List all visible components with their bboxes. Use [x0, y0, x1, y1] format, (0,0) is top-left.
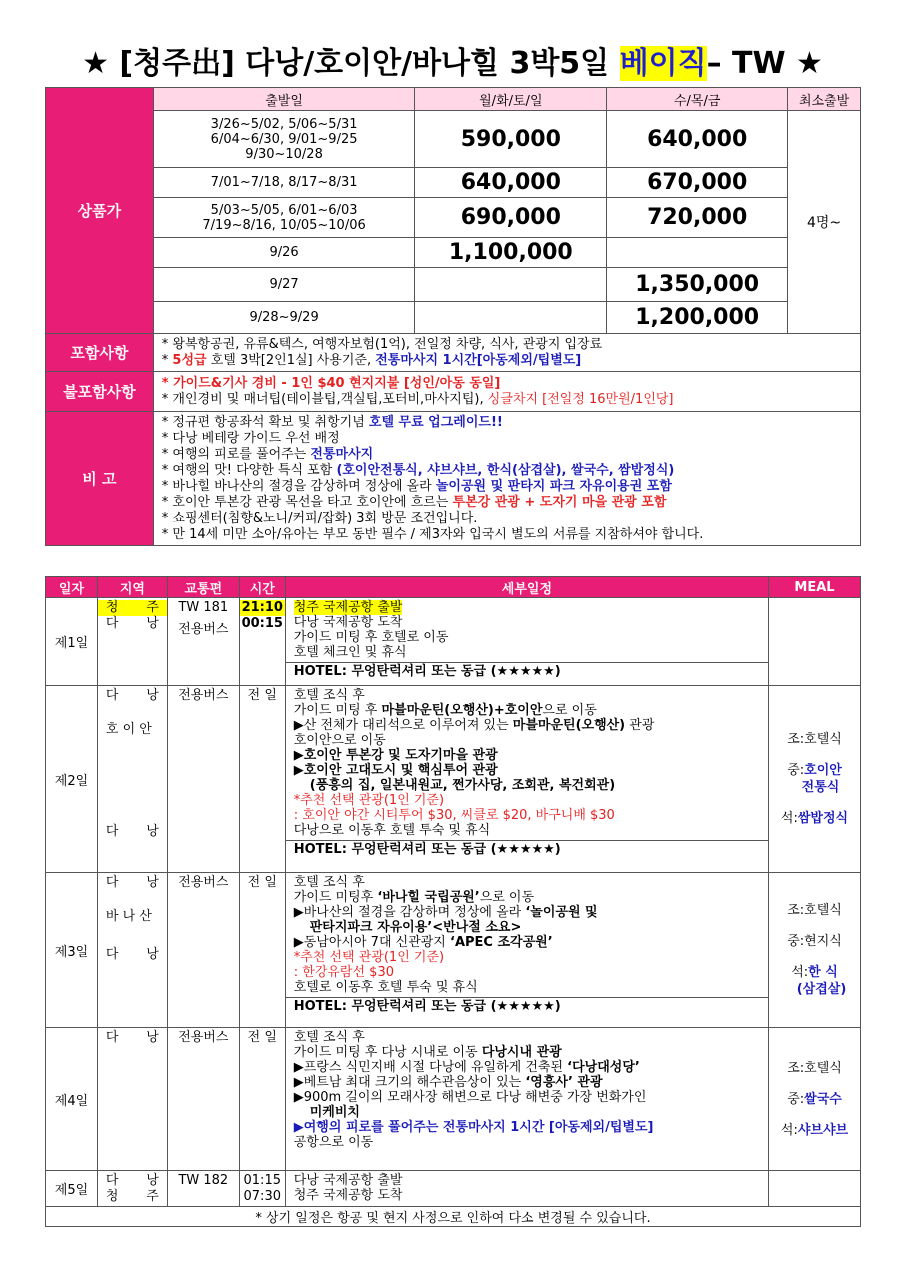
dates-cell: 5/03~5/05, 6/01~6/03 7/19~8/16, 10/05~10/06	[153, 198, 415, 238]
meal-cell: 조:호텔식 중:쌀국수 석:샤브샤브	[769, 1028, 861, 1171]
col-weekday-a: 월/화/토/일	[415, 88, 607, 111]
col-detail: 세부일정	[285, 577, 768, 598]
transport-cell: TW 182	[167, 1171, 239, 1207]
transport-cell: 전용버스	[167, 873, 239, 1028]
dates-cell: 7/01~7/18, 8/17~8/31	[153, 168, 415, 198]
min-departure: 4명~	[788, 111, 861, 334]
col-transport: 교통편	[167, 577, 239, 598]
col-departure: 출발일	[153, 88, 415, 111]
col-region: 지역	[97, 577, 167, 598]
day-label: 제4일	[46, 1028, 98, 1171]
price-a	[415, 302, 607, 334]
included-label: 포함사항	[46, 334, 154, 372]
day-label: 제2일	[46, 686, 98, 873]
region-cell: 다 낭 호 이 안 다 낭	[97, 686, 167, 873]
transport-cell: TW 181 전용버스	[167, 598, 239, 686]
included-text: * 왕복항공권, 유류&텍스, 여행자보험(1억), 전일정 차량, 식사, 관광지 입장료 * 5성급 호텔 3박[2인1실] 사용기준, 전통마사지 1시간[아동제외/팁별도]	[153, 334, 860, 372]
footer-note: * 상기 일정은 항공 및 현지 사정으로 인하여 다소 변경될 수 있습니다.	[46, 1207, 861, 1227]
dates-cell: 3/26~5/02, 5/06~5/31 6/04~6/30, 9/01~9/25 9/30~10/28	[153, 111, 415, 168]
col-weekday-b: 수/목/금	[607, 88, 788, 111]
price-a: 640,000	[415, 168, 607, 198]
time-cell: 01:15 07:30	[239, 1171, 285, 1207]
detail-cell: 다낭 국제공항 출발 청주 국제공항 도착	[285, 1171, 768, 1207]
title-highlight: 베이직	[619, 46, 707, 81]
remarks-text: * 정규편 항공좌석 확보 및 취항기념 호텔 무료 업그레이드!! * 다낭 베테랑 가이드 우선 배정 * 여행의 피로를 풀어주는 전통마사지 * 여행의 맛! 다양한 특식 포함 (호이안전통식, 샤브샤브, 한식(삼겹살), 쌀국수, 쌈밥정식) * 바나힐 바나산의 절경을 감상하며 정상에 올라 놀이공원 및 판타지 파크 자유이용권 포함 * 호이안 투본강 관광 목선을 타고 호이안에 흐르는 투본강 관광 + 도자기 마을 관광 포함 * 쇼핑센터(침향&노니/커피/잡화) 3회 방문 조건입니다. * 만 14세 미만 소아/유아는 부모 동반 필수 / 제3자와 입국시 별도의 서류를 지참하셔야 합니다.	[153, 412, 860, 546]
price-b: 720,000	[607, 198, 788, 238]
meal-cell	[769, 598, 861, 686]
price-a	[415, 268, 607, 302]
time-cell: 전 일	[239, 873, 285, 1028]
dates-cell: 9/28~9/29	[153, 302, 415, 334]
col-meal: MEAL	[769, 577, 861, 598]
time-cell: 21:10 00:15	[239, 598, 285, 686]
transport-cell: 전용버스	[167, 1028, 239, 1171]
region-cell: 다 낭	[97, 1028, 167, 1171]
price-table	[45, 87, 861, 546]
detail-cell: 호텔 조식 후 가이드 미팅 후 마블마운틴(오행산)+호이안으로 이동 ▶산 전체가 대리석으로 이루어져 있는 마블마운틴(오행산) 관광 호이안으로 이동 ▶호이안 투본강 및 도자기마을 관광 ▶호이안 고대도시 및 핵심투어 관광 (풍흥의 집, 일본내원교, 쩐가사당, 조회관, 복건회관) *추천 선택 관광(1인 기준) : 호이안 야간 시티투어 $30, 씨클로 $20, 바구니배 $30 다낭으로 이동후 호텔 투숙 및 휴식 HOTEL: 무엉탄럭셔리 또는 동급 (★★★★★)	[285, 686, 768, 873]
hotel-line: HOTEL: 무엉탄럭셔리 또는 동급 (★★★★★)	[286, 997, 768, 1015]
price-a: 1,100,000	[415, 238, 607, 268]
meal-cell	[769, 1171, 861, 1207]
col-day: 일자	[46, 577, 98, 598]
time-cell: 전 일	[239, 686, 285, 873]
price-a: 690,000	[415, 198, 607, 238]
excluded-label: 불포함사항	[46, 372, 154, 412]
region-cell: 청 주 다 낭	[97, 598, 167, 686]
page-title: ★ [청주出] 다낭/호이안/바나힐 3박5일 베이직– TW ★	[82, 46, 823, 81]
remarks-label: 비 고	[46, 412, 154, 546]
price-a: 590,000	[415, 111, 607, 168]
day-label: 제1일	[46, 598, 98, 686]
col-time: 시간	[239, 577, 285, 598]
excluded-text: * 가이드&기사 경비 - 1인 $40 현지지불 [성인/아동 동일] * 개인경비 및 매너팁(테이블팁,객실팁,포터비,마사지팁), 싱글차지 [전일정 16만원/1인당]	[153, 372, 860, 412]
dates-cell: 9/27	[153, 268, 415, 302]
price-b: 1,350,000	[607, 268, 788, 302]
day-label: 제3일	[46, 873, 98, 1028]
price-b: 640,000	[607, 111, 788, 168]
meal-cell: 조:호텔식 중:호이안 전통식 석:쌈밥정식	[769, 686, 861, 873]
price-label: 상품가	[46, 88, 154, 334]
detail-cell: 호텔 조식 후 가이드 미팅 후 다낭 시내로 이동 다낭시내 관광 ▶프랑스 식민지배 시절 다낭에 유일하게 건축된 ‘다낭대성당’ ▶베트남 최대 크기의 해수관음상이 있는 ‘영흥사’ 관광 ▶900m 길이의 모래사장 해변으로 다낭 해변중 가장 번화가인 미케비치 ▶여행의 피로를 풀어주는 전통마사지 1시간 [아동제외/팁별도] 공항으로 이동	[285, 1028, 768, 1171]
dates-cell: 9/26	[153, 238, 415, 268]
region-cell: 다 낭 청 주	[97, 1171, 167, 1207]
price-b: 1,200,000	[607, 302, 788, 334]
meal-cell: 조:호텔식 중:현지식 석:한 식 (삼겹살)	[769, 873, 861, 1028]
hotel-line: HOTEL: 무엉탄럭셔리 또는 동급 (★★★★★)	[286, 840, 768, 858]
detail-cell: 호텔 조식 후 가이드 미팅후 ‘바나힐 국립공원’으로 이동 ▶바나산의 절경을 감상하며 정상에 올라 ‘놀이공원 및 판타지파크 자유이용’<반나절 소요> ▶동남아시아 7대 신관광지 ‘APEC 조각공원’ *추천 선택 관광(1인 기준) : 한강유람선 $30 호텔로 이동후 호텔 투숙 및 휴식 HOTEL: 무엉탄럭셔리 또는 동급 (★★★★★)	[285, 873, 768, 1028]
transport-cell: 전용버스	[167, 686, 239, 873]
time-cell: 전 일	[239, 1028, 285, 1171]
price-b	[607, 238, 788, 268]
col-min-departure: 최소출발	[788, 88, 861, 111]
price-b: 670,000	[607, 168, 788, 198]
day-label: 제5일	[46, 1171, 98, 1207]
detail-cell: 청주 국제공항 출발 다낭 국제공항 도착 가이드 미팅 후 호텔로 이동 호텔 체크인 및 휴식 HOTEL: 무엉탄럭셔리 또는 동급 (★★★★★)	[285, 598, 768, 686]
hotel-line: HOTEL: 무엉탄럭셔리 또는 동급 (★★★★★)	[286, 662, 768, 680]
itinerary-table	[45, 576, 861, 1227]
region-cell: 다 낭 바 나 산 다 낭	[97, 873, 167, 1028]
